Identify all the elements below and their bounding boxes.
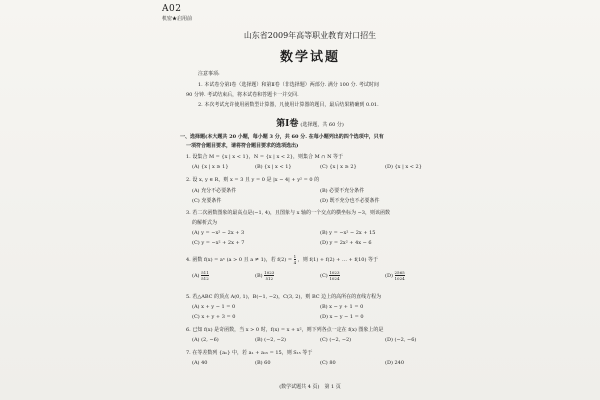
q4-option-b-fraction xyxy=(264,270,274,281)
q3-option-c: (C) y = −x² + 2x + 7 xyxy=(192,240,245,246)
q4-b-num: 1023 xyxy=(264,270,275,275)
notes-heading: 注意事项: xyxy=(198,71,220,77)
q6-option-c: (C) (−2, −2) xyxy=(320,337,352,343)
question-6: 6. 已知 f(x) 是奇函数，当 x > 0 时，f(x) = x + x²，则下列各点一定在 f(x) 图象上的是 xyxy=(186,327,384,333)
q5-option-b: (B) x − y + 1 = 0 xyxy=(320,304,364,310)
q1-option-d: (D) {x | x < 2} xyxy=(385,164,422,170)
q4-c-num: 1023 xyxy=(329,270,340,275)
question-4-stem: 4. 函数 f(x) = aˣ (a > 0 且 a ≠ 1)，若 f(2) = xyxy=(186,257,293,263)
q5-option-c: (C) x + y + 3 = 0 xyxy=(192,314,236,320)
q4-option-c-fraction xyxy=(329,270,339,281)
q4-stem-den: 4 xyxy=(293,260,297,265)
q7-option-a: (A) 40 xyxy=(192,360,208,366)
volume-heading xyxy=(180,116,440,129)
q4-a-num: 511 xyxy=(201,270,209,275)
q4-option-b-label: (B) xyxy=(255,273,263,279)
section-instructions: 一、选择题(本大题共 20 小题，每小题 3 分，共 60 分. 在每小题列出的四个选项中，只有 xyxy=(180,134,384,140)
exam-header: 山东省2009年高等职业教育对口招生 xyxy=(243,31,377,40)
q4-option-b xyxy=(255,270,274,281)
page-title: 数学试题 xyxy=(279,50,340,65)
question-5: 5. 若△ABC 的顶点 A(0, 1)，B(−1, −2)，C(3, 2)，则 BC 边上的高所在的直线方程为 xyxy=(186,294,382,300)
q4-option-a-label: (A) xyxy=(192,273,200,279)
question-3-cont: 的解析式为 xyxy=(192,220,218,226)
q4-option-d xyxy=(385,270,405,281)
question-1: 1. 设集合 M = {x | x < 1}，N = {x | x < 2}，则集合 M ∩ N 等于 xyxy=(186,154,344,160)
q4-option-c-label: (C) xyxy=(320,273,328,279)
q4-option-c xyxy=(320,270,340,281)
q4-option-a-fraction xyxy=(201,270,209,281)
q7-option-c: (C) 80 xyxy=(320,360,336,366)
q3-option-a: (A) y = −x² − 2x + 3 xyxy=(192,230,245,236)
q7-option-b: (B) 60 xyxy=(255,360,271,366)
q4-stem-num: 1 xyxy=(293,254,297,259)
page-footer: (数学试题共 4 页) 第 1 页 xyxy=(279,384,341,390)
q4-d-num: 2565 xyxy=(394,270,405,275)
question-4-stem-end: ，则 f(1) + f(2) + … + f(10) 等于 xyxy=(297,257,379,263)
note-2: 2. 本次考试允许使用函数型计算器，凡使用计算器的题目，最后结果精确到 0.01. xyxy=(198,102,379,108)
question-2: 2. 设 x, y ∈ R，则 x = 3 且 y = 0 是 |x − 4| + y² = 0 的 xyxy=(186,177,320,183)
q4-option-a xyxy=(192,270,209,281)
q4-c-den: 1024 xyxy=(329,276,340,281)
q4-stem-fraction xyxy=(294,254,297,265)
section-instructions-cont: 一项符合题目要求，请将符合题目要求的选项选出) xyxy=(186,143,299,149)
q4-d-den: 1024 xyxy=(394,276,405,281)
q1-option-b: (B) {x | x < 1} xyxy=(255,164,292,170)
q2-option-b: (B) 必要不充分条件 xyxy=(320,188,365,194)
q4-option-d-label: (D) xyxy=(385,273,393,279)
q6-option-d: (D) (−2, −6) xyxy=(385,337,417,343)
q4-a-den: 512 xyxy=(201,276,209,281)
question-7: 7. 在等差数列 {aₙ} 中，若 a₁ + a₁₅ = 15，则 S₁₅ 等于 xyxy=(186,350,313,356)
q5-option-d: (D) x − y − 1 = 0 xyxy=(320,314,364,320)
confidential-mark: 机密★启用前 xyxy=(162,16,193,22)
q7-option-d: (D) 240 xyxy=(385,360,405,366)
question-3: 3. 若二次函数图象的最高点是(−1, 4)，且图象与 x 轴的一个交点的横坐标为 −3，则该函数 xyxy=(186,210,390,216)
paper-code: A02 xyxy=(162,4,182,14)
question-4 xyxy=(186,254,378,265)
volume-subtitle: (选择题，共 60 分) xyxy=(300,122,344,128)
note-1-cont: 90 分钟. 考试结束后，将本试卷和答题卡一并交回. xyxy=(186,92,299,98)
q4-b-den: 512 xyxy=(265,276,274,281)
q2-option-c: (C) 充要条件 xyxy=(192,198,222,204)
q1-option-c: (C) {x | x ≥ 2} xyxy=(320,164,357,170)
q6-option-a: (A) (2, −6) xyxy=(192,337,219,343)
q2-option-d: (D) 既不充分也不必要条件 xyxy=(320,198,380,204)
q6-option-b: (B) (−2, −2) xyxy=(255,337,286,343)
q1-option-a: (A) {x | x ≥ 1} xyxy=(192,164,229,170)
q4-option-d-fraction xyxy=(395,270,405,281)
q3-option-d: (D) y = 2x² + 4x − 6 xyxy=(320,240,372,246)
q2-option-a: (A) 充分不必要条件 xyxy=(192,188,237,194)
q3-option-b: (B) y = −x² − 2x + 15 xyxy=(320,230,376,236)
note-1: 1. 本试卷分第Ⅰ卷（选择题）和第Ⅱ卷（非选择题）两部分. 满分 100 分. 考试时间 xyxy=(198,82,379,88)
q5-option-a: (A) x + y − 1 = 0 xyxy=(192,304,236,310)
volume-title: 第Ⅰ卷 xyxy=(276,119,299,129)
